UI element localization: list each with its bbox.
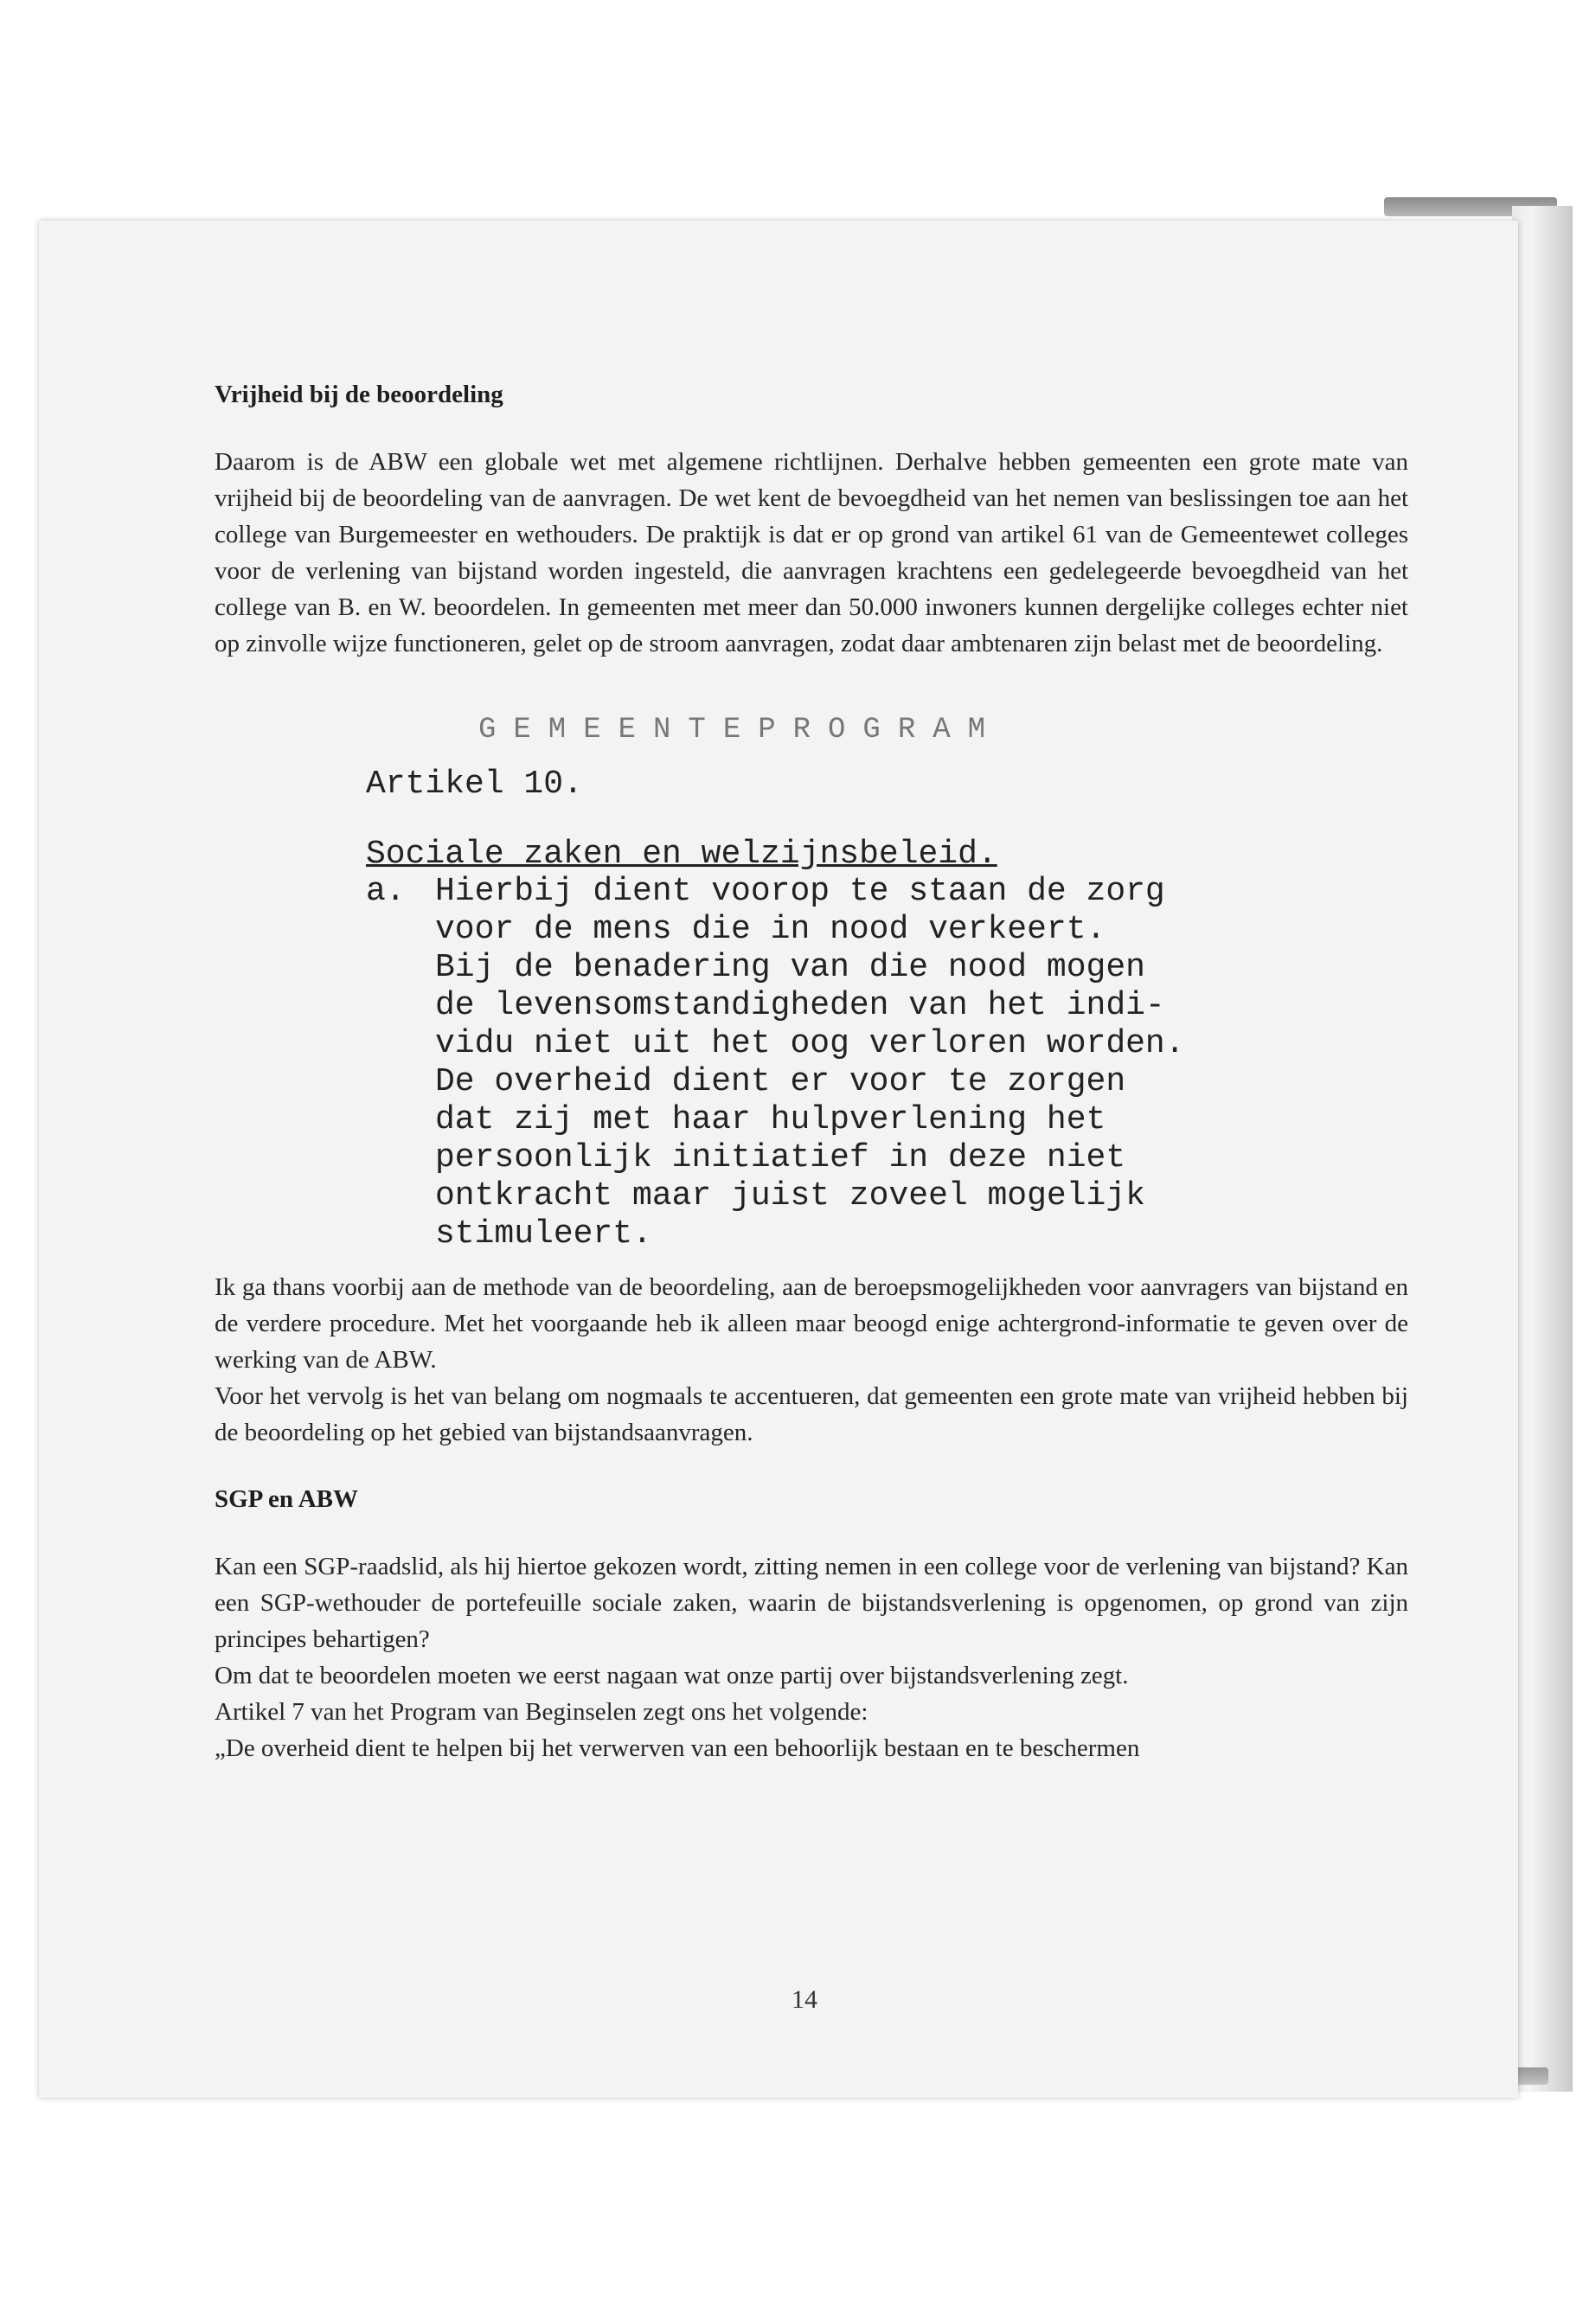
page-number: 14 bbox=[792, 1985, 817, 2014]
paragraph-beoordelen: Om dat te beoordelen moeten we eerst nagaan wat onze partij over bijstandsverlening zegt. bbox=[215, 1662, 1129, 1689]
typed-item-text: Hierbij dient voorop te staan de zorg voor de mens die in nood verkeert. Bij de benadering van die nood mogen de levensomstandigheden van het indi- vidu niet uit het oog verloren worden. De overheid dient er voor te zorgen dat zij met haar hulpverlening het persoonlijk initiatief in deze niet ontkracht maar juist zoveel mogelijk stimuleert. bbox=[435, 873, 1185, 1253]
section-heading-vrijheid: Vrijheid bij de beoordeling bbox=[215, 381, 503, 408]
typed-section-title: Sociale zaken en welzijnsbeleid. bbox=[366, 836, 997, 873]
paragraph-sgp-question: Kan een SGP-raadslid, als hij hiertoe gekozen wordt, zitting nemen in een college voor de verlening van bijstand? Kan een SGP-wethouder de portefeuille sociale zaken, waarin de bijstandsverlening is opgenomen, op grond van zijn principes behartigen? bbox=[215, 1553, 1408, 1653]
paragraph-artikel-7: Artikel 7 van het Program van Beginselen zegt ons het volgende: bbox=[215, 1698, 869, 1726]
section-heading-sgp: SGP en ABW bbox=[215, 1485, 358, 1513]
document-page bbox=[39, 221, 1518, 2098]
book-spine bbox=[1512, 206, 1573, 2092]
paragraph-quote-start: „De overheid dient te helpen bij het verwerven van een behoorlijk bestaan en te beschermen bbox=[215, 1734, 1140, 1762]
paragraph-vervolg: Voor het vervolg is het van belang om nogmaals te accentueren, dat gemeenten een grote mate van vrijheid hebben bij de beoordeling op het gebied van bijstandsaanvragen. bbox=[215, 1382, 1408, 1446]
paragraph-abw-intro: Daarom is de ABW een globale wet met algemene richtlijnen. Derhalve hebben gemeenten een grote mate van vrijheid bij de beoordeling van de aanvragen. De wet kent de bevoegdheid van het nemen van beslissingen toe aan het college van Burgemeester en wethouders. De praktijk is dat er op grond van artikel 61 van de Gemeentewet colleges voor de verlening van bijstand worden ingesteld, die aanvragen krachtens een gedelegeerde bevoegdheid van het college van B. en W. beoordelen. In gemeenten met meer dan 50.000 inwoners kunnen dergelijke colleges echter niet op zinvolle wijze functioneren, gelet op de stroom aanvragen, zodat daar ambtenaren zijn belast met de beoordeling. bbox=[215, 448, 1408, 657]
typed-program-title: GEMEENTEPROGRAM bbox=[478, 714, 1003, 747]
typed-article-item bbox=[366, 873, 1408, 1253]
page-content bbox=[215, 381, 1408, 1766]
typed-article-number: Artikel 10. bbox=[366, 766, 583, 803]
typed-item-label: a. bbox=[366, 873, 406, 910]
paragraph-methode: Ik ga thans voorbij aan de methode van de beoordeling, aan de beroepsmogelijkheden voor aanvragers van bijstand en de verdere procedure. Met het voorgaande heb ik alleen maar beoogd enige achtergrond-informatie te geven over de werking van de ABW. bbox=[215, 1273, 1408, 1374]
